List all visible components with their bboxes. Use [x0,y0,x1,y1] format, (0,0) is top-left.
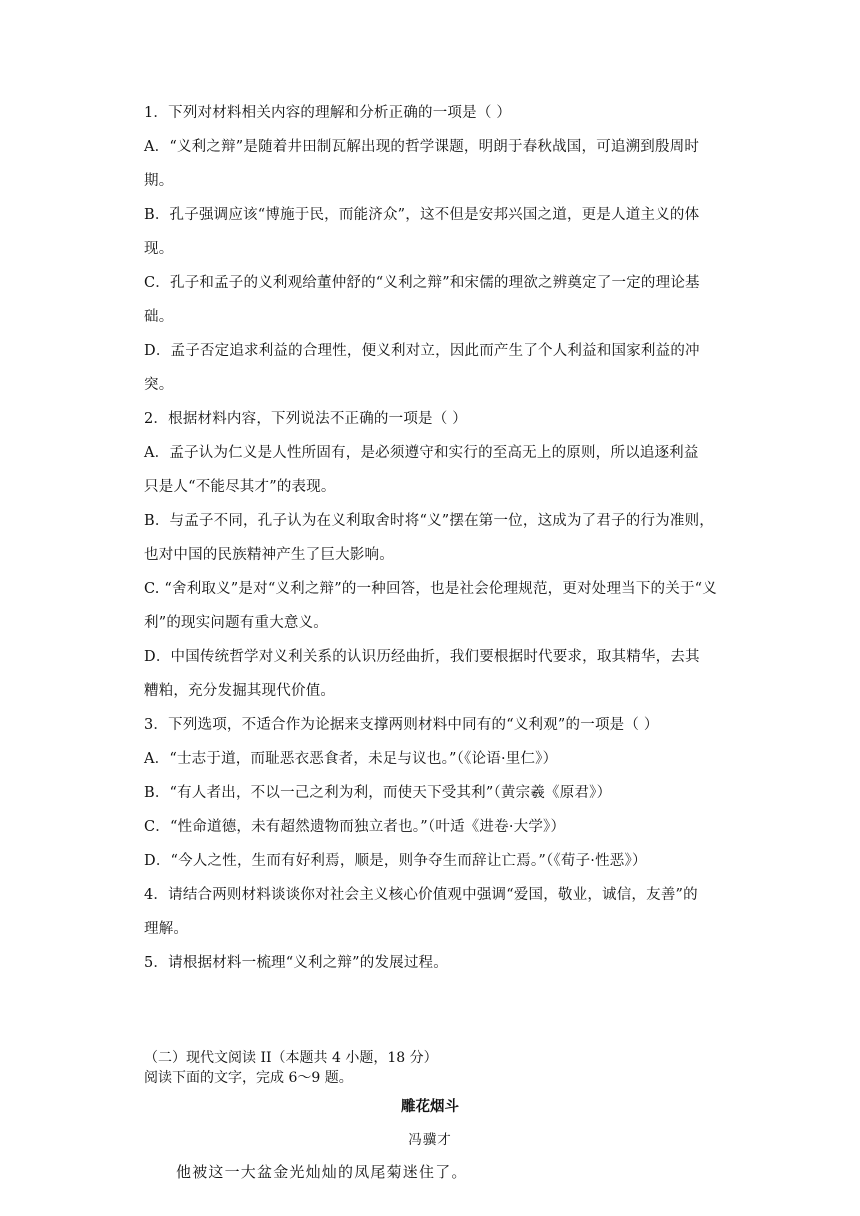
q2-option-b-line1: B．与孟子不同，孔子认为在义利取舍时将“义”摆在第一位，这成为了君子的行为准则， [144,513,714,529]
q1-option-c-line2: 础。 [144,309,174,325]
q1-option-b-line1: B．孔子强调应该“博施于民，而能济众”，这不但是安邦兴国之道，更是人道主义的体 [144,207,700,223]
story-first-paragraph: 他被这一大盆金光灿灿的凤尾菊迷住了。 [176,1163,468,1181]
q3-stem: 3．下列选项，不适合作为论据来支撑两则材料中同有的“义利观”的一项是（ ） [144,717,659,733]
q1-option-c-line1: C．孔子和孟子的义利观给董仲舒的“义利之辩”和宋儒的理欲之辨奠定了一定的理论基 [144,275,700,291]
q3-option-b: B．“有人者出，不以一己之利为利，而使天下受其利”（黄宗羲《原君》） [144,785,612,801]
section-heading: （二）现代文阅读 II（本题共 4 小题，18 分） [144,1050,438,1066]
q1-option-d-line2: 突。 [144,377,174,393]
q1-option-b-line2: 现。 [144,241,174,257]
q2-option-a-line2: 只是人“不能尽其才”的表现。 [144,479,336,495]
q1-stem: 1．下列对材料相关内容的理解和分析正确的一项是（ ） [144,105,512,121]
q3-option-a: A．“士志于道，而耻恶衣恶食者，未足与议也。”（《论语·里仁》） [144,751,558,767]
q2-option-b-line2: 也对中国的民族精神产生了巨大影响。 [144,547,394,563]
q3-option-c: C．“性命道德，未有超然遗物而独立者也。”（叶适《进卷·大学》） [144,819,566,835]
q2-stem: 2．根据材料内容，下列说法不正确的一项是（ ） [144,411,467,427]
section-instruction: 阅读下面的文字，完成 6～9 题。 [144,1070,353,1086]
q3-option-d: D．“今人之性，生而有好利焉，顺是，则争夺生而辞让亡焉。”（《荀子·性恶》） [144,853,647,869]
q4-line2: 理解。 [144,921,189,937]
q2-option-d-line1: D．中国传统哲学对义利关系的认识历经曲折，我们要根据时代要求，取其精华，去其 [144,649,700,665]
q2-option-c-line1: C. “舍利取义”是对“义利之辩”的一种回答，也是社会伦理规范，更对处理当下的关于“义 [144,581,717,597]
q4-line1: 4．请结合两则材料谈谈你对社会主义核心价值观中强调“爱国，敬业，诚信，友善”的 [144,887,698,903]
q1-option-a-line2: 期。 [144,173,174,189]
q2-option-d-line2: 糟粕，充分发掘其现代价值。 [144,683,336,699]
q2-option-a-line1: A．孟子认为仁义是人性所固有，是必须遵守和实行的至高无上的原则，所以追逐利益 [144,445,699,461]
q1-option-d-line1: D．孟子否定追求利益的合理性，便义利对立，因此而产生了个人利益和国家利益的冲 [144,343,700,359]
q1-option-a-line1: A．“义利之辩”是随着井田制瓦解出现的哲学课题，明朗于春秋战国，可追溯到殷周时 [144,139,700,155]
story-author: 冯骥才 [408,1132,452,1148]
story-title: 雕花烟斗 [401,1098,459,1115]
q2-option-c-line2: 利”的现实问题有重大意义。 [144,615,329,631]
q5-line1: 5．请根据材料一梳理“义利之辩”的发展过程。 [144,955,448,971]
